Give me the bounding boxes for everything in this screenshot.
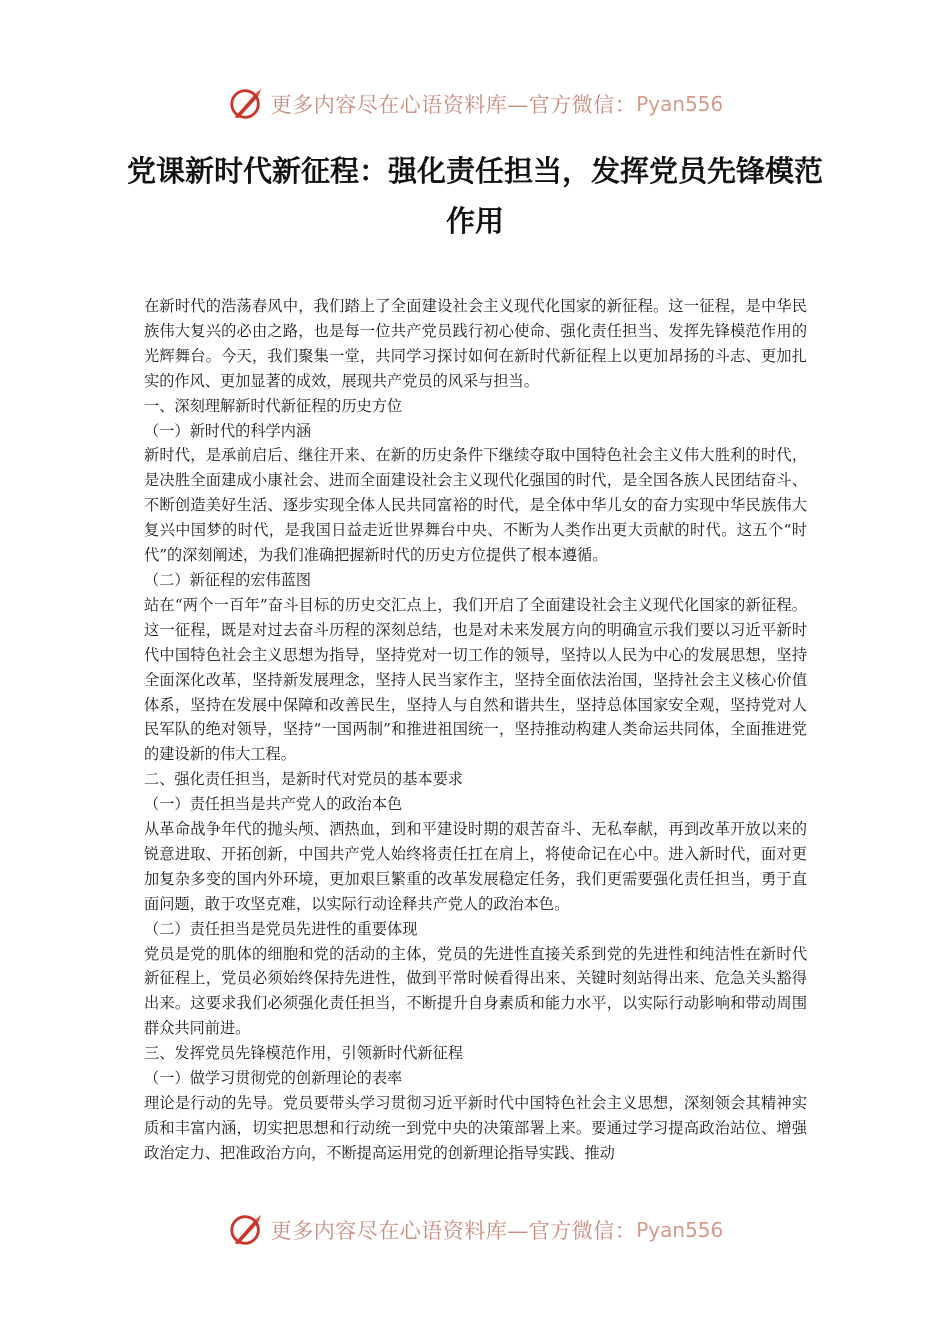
banner-wechat-id: Pyan556 bbox=[636, 92, 724, 116]
paragraph: 站在“两个一百年”奋斗目标的历史交汇点上，我们开启了全面建设社会主义现代化国家的新征程。这一征程，既是对过去奋斗历程的深刻总结，也是对未来发展方向的明确宣示我们要以习近平新时代中国特色社会主义思想为指导，坚持党对一切工作的领导，坚持以人民为中心的发展思想，坚持全面深化改革，坚持新发展理念，坚持人民当家作主，坚持全面依法治国，坚持社会主义核心价值体系，坚持在发展中保障和改善民生，坚持人与自然和谐共生，坚持总体国家安全观，坚持党对人民军队的绝对领导，坚持“一国两制”和推进祖国统一，坚持推动构建人类命运共同体，全面推进党的建设新的伟大工程。 bbox=[144, 595, 807, 764]
document-body bbox=[144, 294, 807, 1166]
paragraph: 党员是党的肌体的细胞和党的活动的主体，党员的先进性直接关系到党的先进性和纯洁性在新时代新征程上，党员必须始终保持先进性，做到平常时候看得出来、关键时刻站得出来、危急关头豁得出来。这要求我们必须强化责任担当，不断提升自身素质和能力水平，以实际行动影响和带动周围群众共同前进。 bbox=[144, 944, 807, 1038]
banner-text: 更多内容尽在心语资料库—官方微信： bbox=[270, 93, 637, 117]
section-heading: 一、深刻理解新时代新征程的历史方位 bbox=[144, 396, 403, 415]
document-title: 党课新时代新征程：强化责任担当，发挥党员先锋模范作用 bbox=[126, 154, 823, 238]
paragraph: 新时代，是承前启后、继往开来、在新的历史条件下继续夺取中国特色社会主义伟大胜利的时代，是决胜全面建成小康社会、进而全面建设社会主义现代化强国的时代，是全国各族人民团结奋斗、不断创造美好生活、逐步实现全体人民共同富裕的时代，是全体中华儿女的奋力实现中华民族伟大复兴中国梦的时代，是我国日益走近世界舞台中央、不断为人类作出更大贡献的时代。这五个“时代”的深刻阐述，为我们准确把握新时代的历史方位提供了根本遵循。 bbox=[144, 446, 807, 565]
banner-text: 更多内容尽在心语资料库—官方微信： bbox=[270, 1219, 637, 1243]
paragraph: 在新时代的浩荡春风中，我们踏上了全面建设社会主义现代化国家的新征程。这一征程，是中华民族伟大复兴的必由之路，也是每一位共产党员践行初心使命、强化责任担当、发挥先锋模范作用的光辉舞台。今天，我们聚集一堂，共同学习探讨如何在新时代新征程上以更加昂扬的斗志、更加扎实的作风、更加显著的成效，展现共产党员的风采与担当。 bbox=[144, 297, 807, 390]
banner-wechat-id: Pyan556 bbox=[636, 1218, 724, 1242]
section-heading: （二）责任担当是党员先进性的重要体现 bbox=[144, 919, 418, 938]
section-heading: （二）新征程的宏伟蓝图 bbox=[144, 570, 312, 589]
section-heading: （一）做学习贯彻党的创新理论的表率 bbox=[144, 1069, 403, 1088]
header-banner bbox=[0, 84, 950, 124]
quill-logo-icon bbox=[227, 1211, 265, 1249]
paragraph: 理论是行动的先导。党员要带头学习贯彻习近平新时代中国特色社会主义思想，深刻领会其精神实质和丰富内涵，切实把思想和行动统一到党中央的决策部署上来。要通过学习提高政治站位、增强政治定力、把准政治方向，不断提高运用党的创新理论指导实践、推动 bbox=[144, 1094, 807, 1162]
section-heading: （一）责任担当是共产党人的政治本色 bbox=[144, 795, 403, 814]
section-heading: （一）新时代的科学内涵 bbox=[144, 421, 312, 440]
quill-logo-icon bbox=[227, 85, 265, 123]
section-heading: 二、强化责任担当，是新时代对党员的基本要求 bbox=[144, 770, 463, 789]
paragraph: 从革命战争年代的抛头颅、洒热血，到和平建设时期的艰苦奋斗、无私奉献，再到改革开放以来的锐意进取、开拓创新，中国共产党人始终将责任扛在肩上，将使命记在心中。进入新时代，面对更加复杂多变的国内外环境，更加艰巨繁重的改革发展稳定任务，我们更需要强化责任担当，勇于直面问题，敢于攻坚克难，以实际行动诠释共产党人的政治本色。 bbox=[144, 820, 807, 913]
footer-banner bbox=[0, 1210, 950, 1250]
section-heading: 三、发挥党员先锋模范作用，引领新时代新征程 bbox=[144, 1044, 463, 1063]
